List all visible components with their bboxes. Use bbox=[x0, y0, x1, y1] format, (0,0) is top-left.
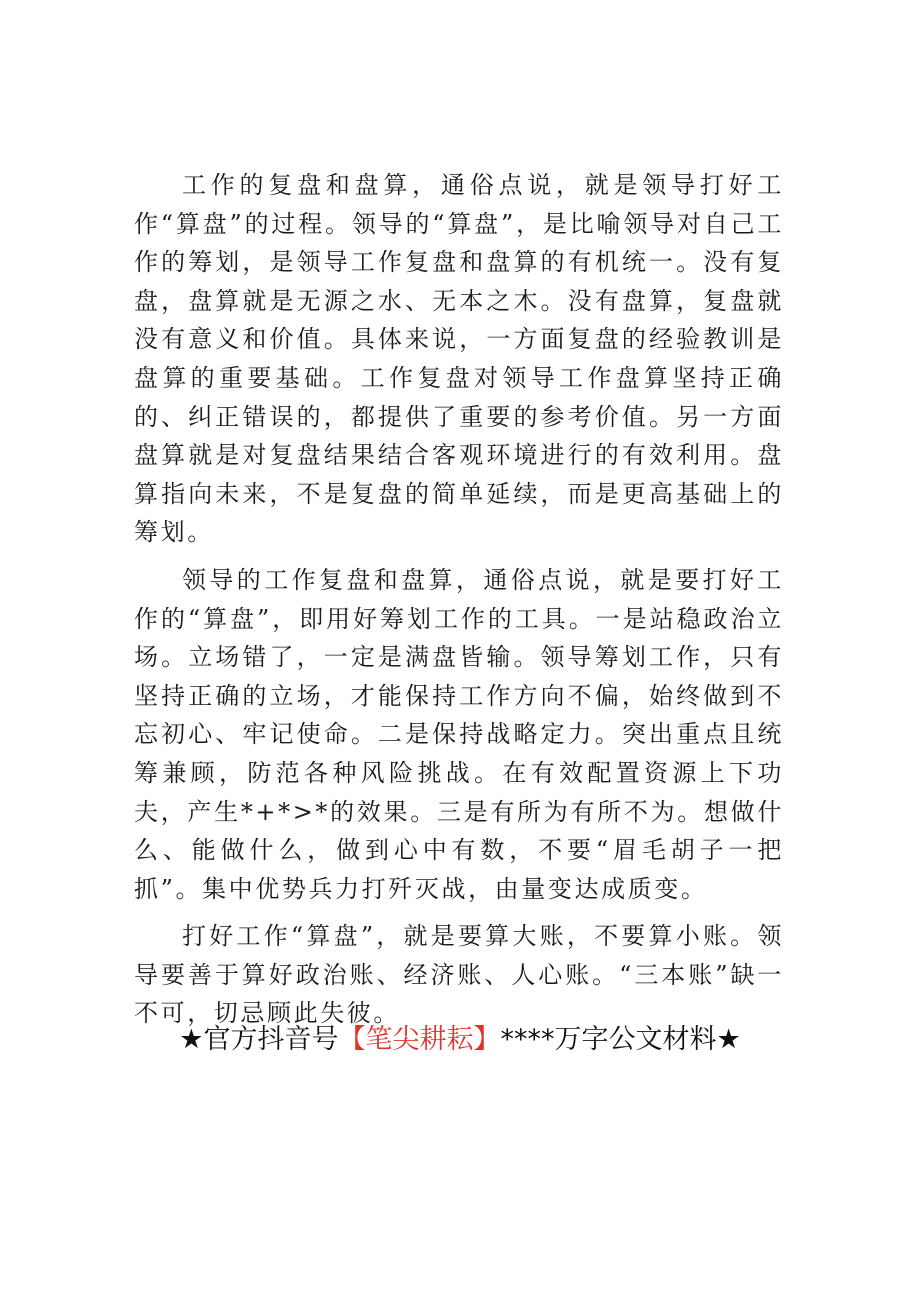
paragraph-1: 工作的复盘和盘算，通俗点说，就是领导打好工作“算盘”的过程。领导的“算盘”，是比喻领导对自己工作的筹划，是领导工作复盘和盘算的有机统一。没有复盘，盘算就是无源之水、无本之木。没有盘算，复盘就没有意义和价值。具体来说，一方面复盘的经验教训是盘算的重要基础。工作复盘对领导工作盘算坚持正确的、纠正错误的，都提供了重要的参考价值。另一方面盘算就是对复盘结果结合客观环境进行的有效利用。盘算指向未来，不是复盘的简单延续，而是更高基础上的筹划。 bbox=[134, 171, 784, 547]
paragraph-3: 打好工作“算盘”，就是要算大账，不要算小账。领导要善于算好政治账、经济账、人心账。“三本账”缺一不可，切忌顾此失彼。 bbox=[134, 922, 784, 1028]
promo-banner bbox=[0, 1020, 920, 1060]
promo-prefix: ★官方抖音号 bbox=[179, 1024, 339, 1055]
promo-suffix: ****万字公文材料★ bbox=[500, 1024, 741, 1055]
paragraph-2: 领导的工作复盘和盘算，通俗点说，就是要打好工作的“算盘”，即用好筹划工作的工具。一是站稳政治立场。立场错了，一定是满盘皆输。领导筹划工作，只有坚持正确的立场，才能保持工作方向不偏，始终做到不忘初心、牢记使命。二是保持战略定力。突出重点且统筹兼顾，防范各种风险挑战。在有效配置资源上下功夫，产生*+*>*的效果。三是有所为有所不为。想做什么、能做什么，做到心中有数，不要“眉毛胡子一把抓”。集中优势兵力打歼灭战，由量变达成质变。 bbox=[134, 565, 784, 903]
promo-account-name: 【笔尖耕耘】 bbox=[338, 1024, 501, 1055]
document-body bbox=[134, 166, 784, 1042]
